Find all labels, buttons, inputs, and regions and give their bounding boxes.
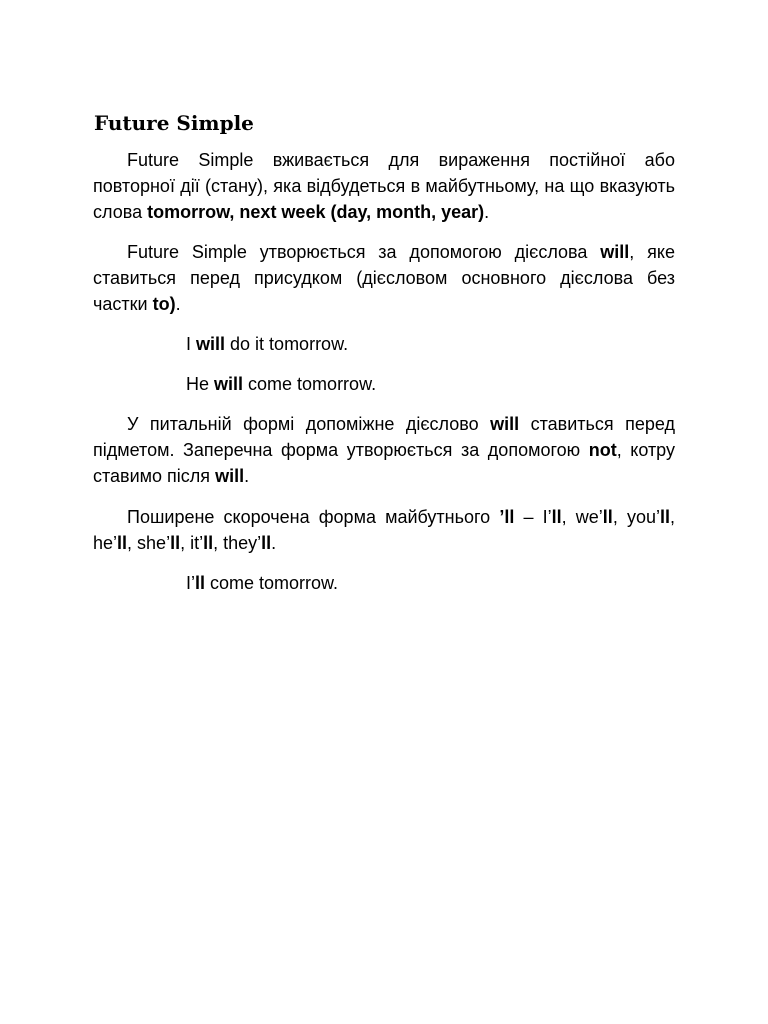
bold-contraction: ll [117,533,128,553]
bold-not: not [588,440,617,460]
paragraph-text: , котру ставимо після [93,440,675,486]
bold-contraction: ’ll [499,507,515,527]
bold-will: will [214,374,244,394]
paragraph-formation [93,239,675,317]
example-text: I’ [186,573,195,593]
document-title: Future Simple [94,111,254,135]
paragraph-text: , it’ [180,533,204,553]
example-text: He [186,374,215,394]
paragraph-text: – I’ [514,507,552,527]
paragraph-text: У питальній формі допоміжне дієслово [127,414,491,434]
example-sentence-3 [186,570,338,596]
bold-time-words: tomorrow, next week (day, month, year) [147,202,485,222]
bold-to: to) [152,294,176,314]
paragraph-end: . [484,202,490,222]
paragraph-usage [93,147,675,225]
paragraph-text: , we’ [561,507,603,527]
bold-will: will [600,242,630,262]
paragraph-text: , they’ [213,533,262,553]
bold-contraction: ll [659,507,670,527]
bold-will: will [490,414,520,434]
paragraph-contractions [93,504,675,556]
paragraph-text: , he’ [93,507,675,553]
bold-will: will [215,466,245,486]
paragraph-text: Поширене скорочена форма майбутнього [127,507,500,527]
paragraph-end: . [271,533,277,553]
paragraph-question-negative [93,411,675,489]
paragraph-text: ставиться перед підметом. Заперечна форма утворюється за допомогою [93,414,675,460]
example-text: do it tomorrow. [225,334,349,354]
bold-contraction: ll [261,533,272,553]
paragraph-text: , яке ставиться перед присудком (дієсловом основного дієслова без частки [93,242,675,314]
bold-contraction: ll [195,573,206,593]
paragraph-end: . [175,294,181,314]
bold-contraction: ll [203,533,214,553]
example-text: come tomorrow. [205,573,339,593]
example-sentence-1 [186,331,348,357]
bold-contraction: ll [551,507,562,527]
bold-will: will [196,334,226,354]
example-text: I [186,334,197,354]
paragraph-end: . [244,466,250,486]
example-text: come tomorrow. [243,374,377,394]
bold-contraction: ll [602,507,613,527]
bold-contraction: ll [170,533,181,553]
paragraph-text: , she’ [127,533,171,553]
paragraph-text: Future Simple вживається для вираження постійної або повторної дії (стану), яка відбудеться в майбутньому, на що вказують слова [93,150,675,222]
example-sentence-2 [186,371,376,397]
paragraph-text: , you’ [612,507,660,527]
paragraph-text: Future Simple утворюється за допомогою дієслова [127,242,601,262]
